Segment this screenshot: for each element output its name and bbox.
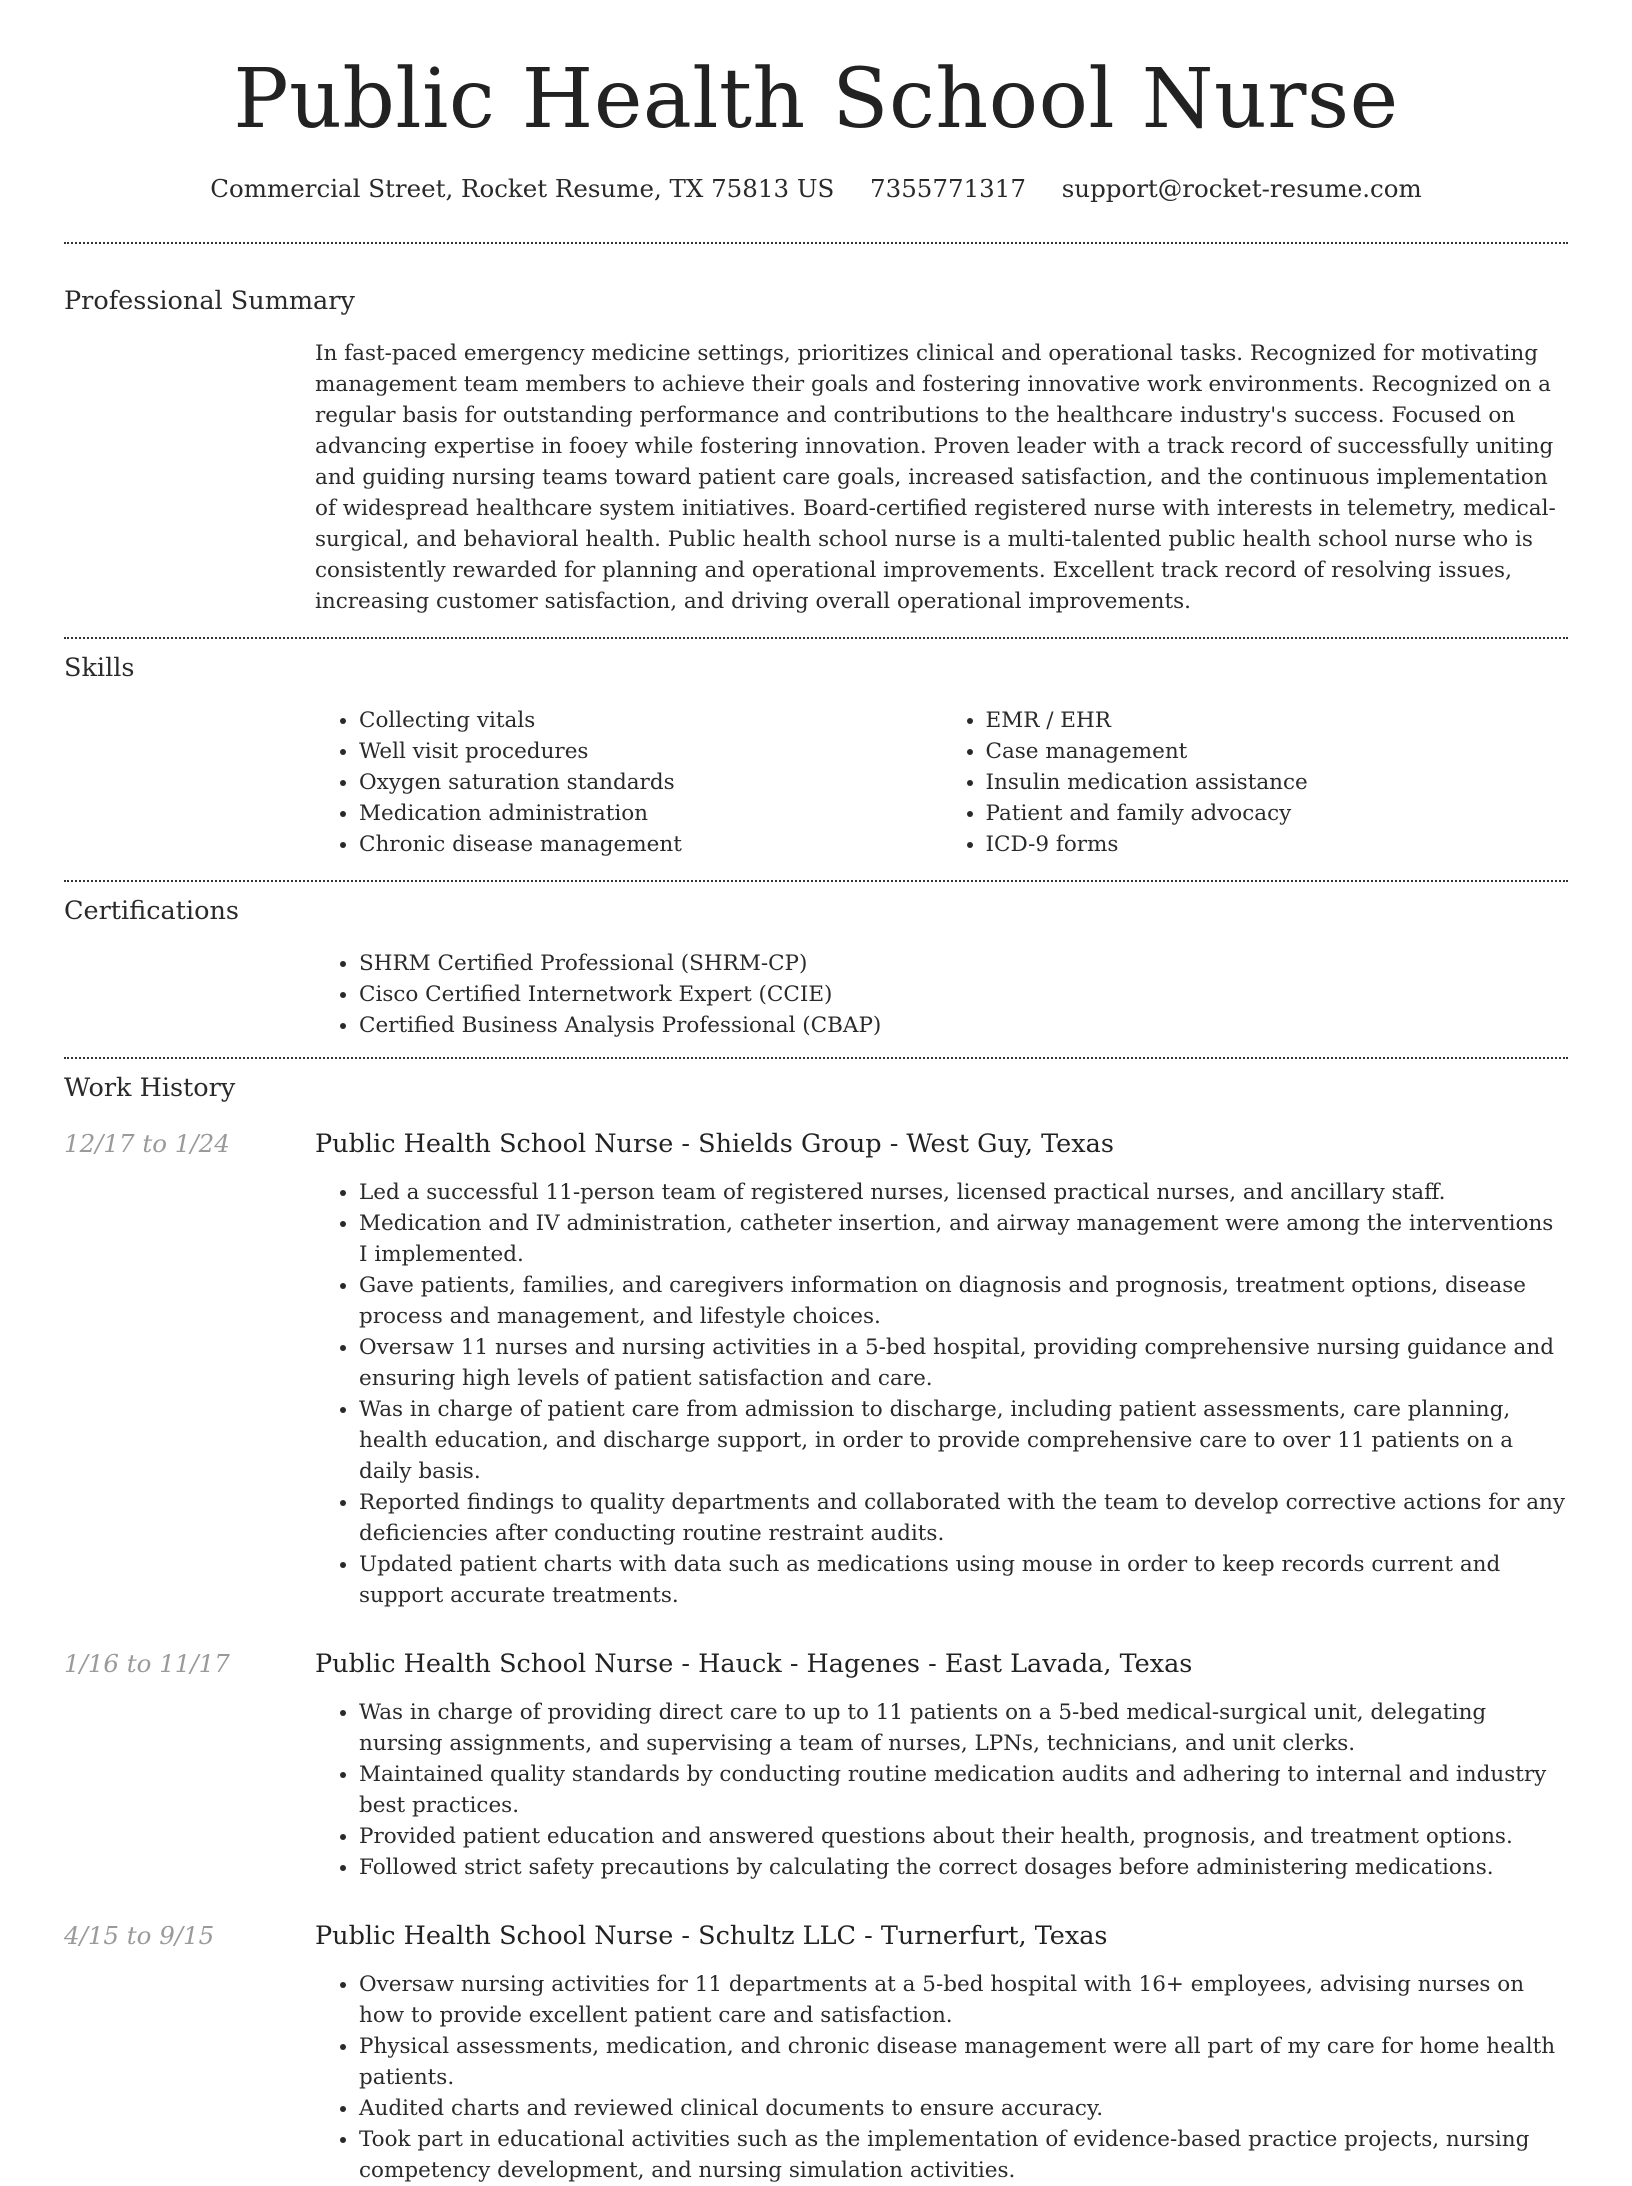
skill-item: • Insulin medication assistance [986,767,1569,798]
skill-item: • Chronic disease management [359,829,942,860]
job-bullet: • Provided patient education and answered questions about their health, prognosis, and treatment options. [359,1821,1568,1852]
skill-item: • Well visit procedures [359,736,942,767]
job-entry [64,1647,1568,1883]
certifications-list [315,948,1568,1057]
job-bullet: • Oversaw 11 nurses and nursing activities in a 5-bed hospital, providing comprehensive nursing guidance and ensuring high levels of patient satisfaction and care. [359,1332,1568,1394]
job-dates: 12/17 to 1/24 [64,1129,230,1158]
job-bullets [315,1969,1568,2186]
job-entry [64,1127,1568,1611]
job-bullet: • Was in charge of providing direct care to up to 11 patients on a 5-bed medical-surgical unit, delegating nursing assignments, and supervising a team of nurses, LPNs, technicians, and unit clerks. [359,1697,1568,1759]
skill-item: • ICD-9 forms [986,829,1569,860]
skills-title: Skills [64,653,135,683]
job-header [64,1127,1568,1161]
job-bullet: • Maintained quality standards by conducting routine medication audits and adhering to internal and industry best practices. [359,1759,1568,1821]
job-bullet: • Took part in educational activities such as the implementation of evidence-based practice projects, nursing competency development, and nursing simulation activities. [359,2124,1568,2186]
contact-line [64,172,1568,206]
certification-item: • Certified Business Analysis Professional (CBAP) [359,1010,1568,1041]
summary-title: Professional Summary [64,286,355,316]
skills-column-left [315,705,942,860]
job-bullet: • Reported findings to quality departments and collaborated with the team to develop corrective actions for any deficiencies after conducting routine restraint audits. [359,1487,1568,1549]
contact-phone: 7355771317 [870,174,1026,203]
summary-text: In fast-paced emergency medicine settings, prioritizes clinical and operational tasks. Recognized for motivating management team members to achieve their goals and fostering innovative work environments. Recognized on a regular basis for outstanding performance and contributions to the healthcare industry's success. Focused on advancing expertise in fooey while fostering innovation. Proven leader with a track record of successfully uniting and guiding nursing teams toward patient care goals, increased satisfaction, and the continuous implementation of widespread healthcare system initiatives. Board-certified registered nurse with interests in telemetry, medical-surgical, and behavioral health. Public health school nurse is a multi-talented public health school nurse who is consistently rewarded for planning and operational improvements. Excellent track record of resolving issues, increasing customer satisfaction, and driving overall operational improvements. [315,341,1556,614]
job-title: Public Health School Nurse - Schultz LLC - Turnerfurt, Texas [315,1921,1108,1951]
certification-item: • Cisco Certified Internetwork Expert (CCIE) [359,979,1568,1010]
job-bullet: • Audited charts and reviewed clinical documents to ensure accuracy. [359,2093,1568,2124]
contact-email: support@rocket-resume.com [1061,174,1422,203]
skill-item: • Medication administration [359,798,942,829]
skills-column-right [942,705,1569,860]
job-dates: 4/15 to 9/15 [64,1921,215,1950]
summary-section [64,244,1568,637]
skill-item: • EMR / EHR [986,705,1569,736]
job-bullet: • Followed strict safety precautions by calculating the correct dosages before administering medications. [359,1852,1568,1883]
job-bullet: • Physical assessments, medication, and chronic disease management were all part of my care for home health patients. [359,2031,1568,2093]
skills-list [315,705,1568,880]
job-bullets [315,1177,1568,1611]
job-header [64,1919,1568,1953]
certifications-title: Certifications [64,896,239,926]
skill-item: • Case management [986,736,1569,767]
job-dates: 1/16 to 11/17 [64,1649,230,1678]
job-title: Public Health School Nurse - Hauck - Hagenes - East Lavada, Texas [315,1649,1193,1679]
skills-section [64,639,1568,880]
work-history-title: Work History [64,1073,236,1103]
work-history-section [64,1059,1568,2186]
job-title: Public Health School Nurse - Shields Group - West Guy, Texas [315,1129,1114,1159]
certifications-section [64,882,1568,1057]
skill-item: • Oxygen saturation standards [359,767,942,798]
resume-name: Public Health School Nurse [233,52,1399,147]
contact-address: Commercial Street, Rocket Resume, TX 75813 US [210,174,835,203]
job-bullet: • Was in charge of patient care from admission to discharge, including patient assessments, care planning, health education, and discharge support, in order to provide comprehensive care to over 11 patients on a daily basis. [359,1394,1568,1487]
job-bullet: • Updated patient charts with data such as medications using mouse in order to keep records current and support accurate treatments. [359,1549,1568,1611]
skill-item: • Patient and family advocacy [986,798,1569,829]
job-bullet: • Led a successful 11-person team of registered nurses, licensed practical nurses, and ancillary staff. [359,1177,1568,1208]
job-entry [64,1919,1568,2186]
job-header [64,1647,1568,1681]
job-bullets [315,1697,1568,1883]
certification-item: • SHRM Certified Professional (SHRM-CP) [359,948,1568,979]
job-bullet: • Gave patients, families, and caregivers information on diagnosis and prognosis, treatment options, disease process and management, and lifestyle choices. [359,1270,1568,1332]
skill-item: • Collecting vitals [359,705,942,736]
job-bullet: • Oversaw nursing activities for 11 departments at a 5-bed hospital with 16+ employees, advising nurses on how to provide excellent patient care and satisfaction. [359,1969,1568,2031]
job-bullet: • Medication and IV administration, catheter insertion, and airway management were among the interventions I implemented. [359,1208,1568,1270]
